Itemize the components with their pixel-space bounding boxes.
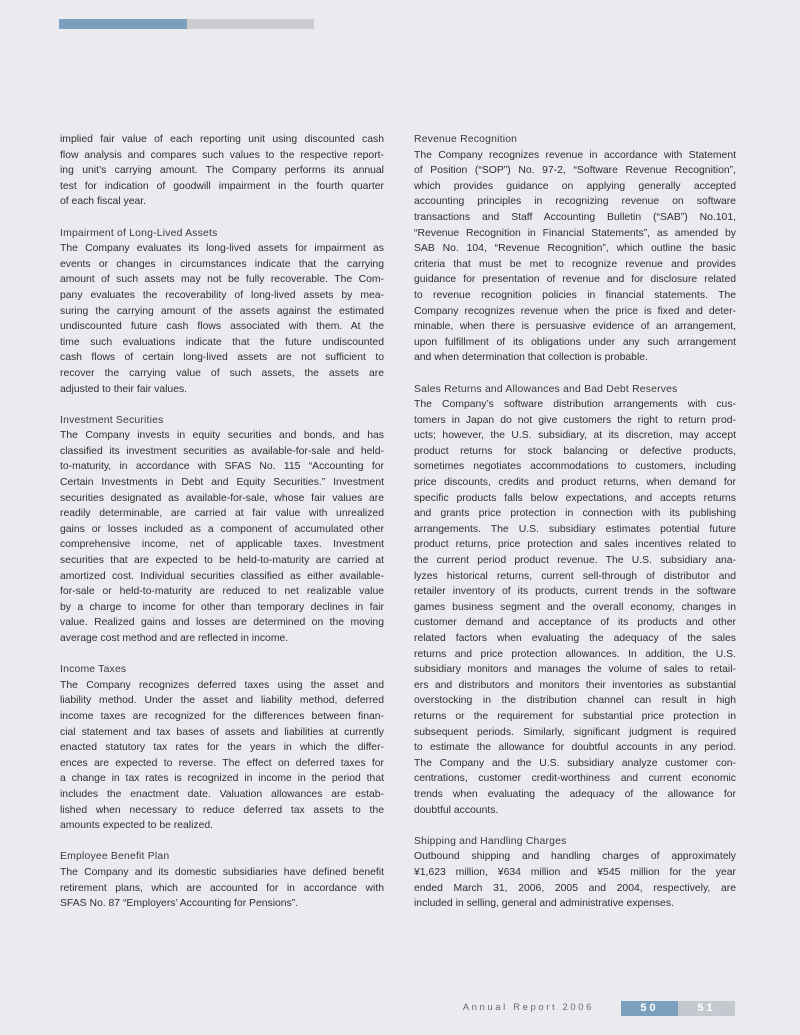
body-text-line: enacted statutory tax rates for the years in which the differ- [60,742,384,754]
body-text-line: test for indication of goodwill impairment in the fourth quarter [60,180,384,192]
body-text-line: customer demand and acceptance of its products and other [414,617,736,629]
body-text-line: to revenue recognition policies in financial statements. The [414,289,736,301]
body-text-line: upon fulfillment of its obligations under any such arrangement [414,336,736,348]
body-text-line: games business segment and the overall economy, changes in [414,601,736,613]
body-text-line: events or changes in circumstances indicate that the carrying [60,258,384,270]
body-text-line: included in selling, general and administrative expenses. [414,898,674,910]
body-text-line: SFAS No. 87 “Employers’ Accounting for Pensions”. [60,898,299,910]
section-heading: Impairment of Long-Lived Assets [60,227,218,239]
section-heading: Employee Benefit Plan [60,851,170,863]
section-heading: Sales Returns and Allowances and Bad Debt Reserves [414,383,678,395]
body-text-line: doubtful accounts. [414,804,499,816]
body-text-line: “Revenue Recognition in Financial Statements”, as amended by [414,227,736,239]
body-text-line: suring the carrying amount of the assets against the estimated [60,305,384,317]
body-text-line: Company recognizes revenue when the price is fixed and deter- [414,305,736,317]
body-text-line: ¥1,623 million, ¥634 million and ¥545 million for the year [414,866,736,878]
body-text-line: ended March 31, 2006, 2005 and 2004, respectively, are [414,882,736,894]
body-text-line: guidance for presentation of revenue and for disclosure related [414,274,736,286]
body-text-line: trends when evaluating the adequacy of the allowance for [414,788,736,800]
section-heading: Revenue Recognition [414,134,518,145]
body-text-line: adjusted to their fair values. [60,383,188,395]
body-text-line: The Company invests in equity securities and bonds, and has [60,430,384,442]
report-title: Annual Report 2006 [462,1002,594,1013]
body-text-line: minable, when there is persuasive evidence of an arrangement, [414,321,736,333]
body-text-line: of Position (“SOP”) No. 97-2, “Software Revenue Recognition”, [414,165,736,177]
body-text-line: of each fiscal year. [60,196,147,208]
body-text-line: cial statement and tax bases of assets and liabilities at currently [60,726,384,738]
body-text-line: implied fair value of each reporting unit using discounted cash [60,134,384,145]
page-footer [0,1001,800,1016]
left-column [60,132,384,927]
body-text-line: securities designated as available-for-sale, whose fair values are [60,492,384,504]
body-text-line: ers and distributors and monitors their inventories as substantial [414,679,736,691]
section-heading: Investment Securities [60,414,164,426]
body-text-line: value. Realized gains and losses are determined on the moving [60,617,384,629]
body-text-line: subsequent periods. Similarly, significant judgment is required [414,726,736,738]
body-text-line: sometimes negotiates accommodations to customers, including [414,461,736,473]
body-text-line: lished when necessary to reduce deferred tax assets to the [60,804,384,816]
body-text-line: by a charge to income for other than temporary declines in fair [60,601,384,613]
body-text-line: liability method. Under the asset and liability method, deferred [60,695,384,707]
body-text-line: The Company and the U.S. subsidiary analyze customer con- [414,757,736,769]
body-text-line: The Company evaluates its long-lived assets for impairment as [60,243,384,255]
body-text-line: pany evaluates the recoverability of long-lived assets by mea- [60,289,384,301]
body-text-line: amortized cost. Individual securities classified as either available- [60,570,384,582]
body-text-line: a change in tax rates is recognized in income in the period that [60,773,384,785]
body-text-line: returns or the requirement for substantial price protection in [414,710,736,722]
body-text-line: income taxes are recognized for the differences between finan- [60,710,384,722]
body-text-line: classified its investment securities as available-for-sale and held- [60,445,384,457]
body-text-line: product returns for stock balancing or defective products, [414,445,736,457]
body-text-line: arrangements. The U.S. subsidiary estimates potential future [414,523,736,535]
body-text-line: cash flows of certain long-lived assets are not sufficient to [60,352,384,364]
body-text-line: the current period product revenue. The U.S. subsidiary ana- [414,555,736,567]
body-text-line: returns and price protection allowances. In addition, the U.S. [414,648,736,660]
body-text-line: readily determinable, are carried at fair value with unrealized [60,508,384,520]
body-text-line: for-sale or held-to-maturity are reduced to net realizable value [60,586,384,598]
section [414,132,736,366]
body-text-line: average cost method and are reflected in income. [60,633,289,644]
body-text-line: SAB No. 104, “Revenue Recognition”, which outline the basic [414,243,736,255]
body-text-line: product returns, price protection and sales incentives related to [414,539,736,551]
body-text-line: undiscounted future cash flows associated with them. At the [60,321,384,333]
section [60,226,384,398]
body-text-line: flow analysis and compares such values to the respective report- [60,149,384,161]
body-text-line: specific products falls below expectations, and accepts returns [414,492,736,504]
page-number-right[interactable]: 51 [678,1001,735,1016]
body-text-line: criteria that must be met to recognize revenue and provides [414,258,736,270]
body-text-line: related factors when evaluating the adequacy of the sales [414,633,736,644]
page-number-left[interactable]: 50 [621,1001,678,1016]
body-text-line: retirement plans, which are accounted for in accordance with [60,882,384,894]
body-text-line: subsidiary monitors and manages the volume of sales to retail- [414,664,736,676]
right-column [414,132,736,927]
section [414,382,736,819]
body-text-line: tomers in Japan do not give customers the right to return prod- [414,414,736,426]
body-text-line: Certain Investments in Debt and Equity Securities.” Investment [60,477,384,489]
body-text-line: The Company’s software distribution arrangements with cus- [414,399,736,411]
section [414,834,736,912]
body-text-line: ucts; however, the U.S. subsidiary, at its discretion, may accept [414,430,736,442]
body-text-line: includes the enactment date. Valuation allowances are estab- [60,788,384,800]
body-text-line: recover the carrying value of such assets, the assets are [60,367,384,379]
body-text-line: The Company recognizes revenue in accordance with Statement [414,149,736,161]
body-text-line: and when determination that collection is probable. [414,352,648,364]
reading-progress-fill [59,19,187,29]
section-heading: Income Taxes [60,664,127,676]
body-text-line: to-maturity, in accordance with SFAS No. 115 “Accounting for [60,461,384,473]
body-text-line: The Company and its domestic subsidiaries have defined benefit [60,866,384,878]
body-text-line: and grants price protection in connection with its publishing [414,508,736,520]
section-heading: Shipping and Handling Charges [414,835,567,847]
body-text-line: to estimate the allowance for doubtful accounts in any period. [414,742,736,754]
body-text-line: gains or losses included as a component of accumulated other [60,523,384,535]
section [60,413,384,647]
body-text-line: Outbound shipping and handling charges of approximately [414,851,736,863]
section [60,662,384,834]
body-text-line: ing unit’s carrying amount. The Company performs its annual [60,165,384,177]
body-text-line: price discounts, credits and product returns, when demand for [414,477,736,489]
body-text-line: comprehensive income, net of applicable taxes. Investment [60,539,384,551]
body-text-line: amount of such assets may not be fully recoverable. The Com- [60,274,384,286]
body-text-line: lyzes historical returns, current sell-through of distributor and [414,570,736,582]
body-text-line: accounting principles in recognizing revenue on software [414,196,736,208]
reading-progress-bar [59,19,314,29]
body-text-line: which provides guidance on applying generally accepted [414,180,736,192]
body-text-line: centrations, customer credit-worthiness and current economic [414,773,736,785]
body-text-line: ences are expected to reverse. The effect on deferred taxes for [60,757,384,769]
body-text-line: amounts expected to be realized. [60,820,214,832]
section [60,849,384,911]
body-text-line: The Company recognizes deferred taxes using the asset and [60,679,384,691]
body-text-line: securities that are expected to be held-to-maturity are carried at [60,555,384,567]
section [60,132,384,210]
body-text-line: retailer inventory of its products, current trends in the software [414,586,736,598]
body-text-line: transactions and Staff Accounting Bulletin (“SAB”) No.101, [414,211,736,223]
body-text-line: overstocking in the distribution channel can result in high [414,695,736,707]
body-text-line: time such evaluations indicate that the future undiscounted [60,336,384,348]
